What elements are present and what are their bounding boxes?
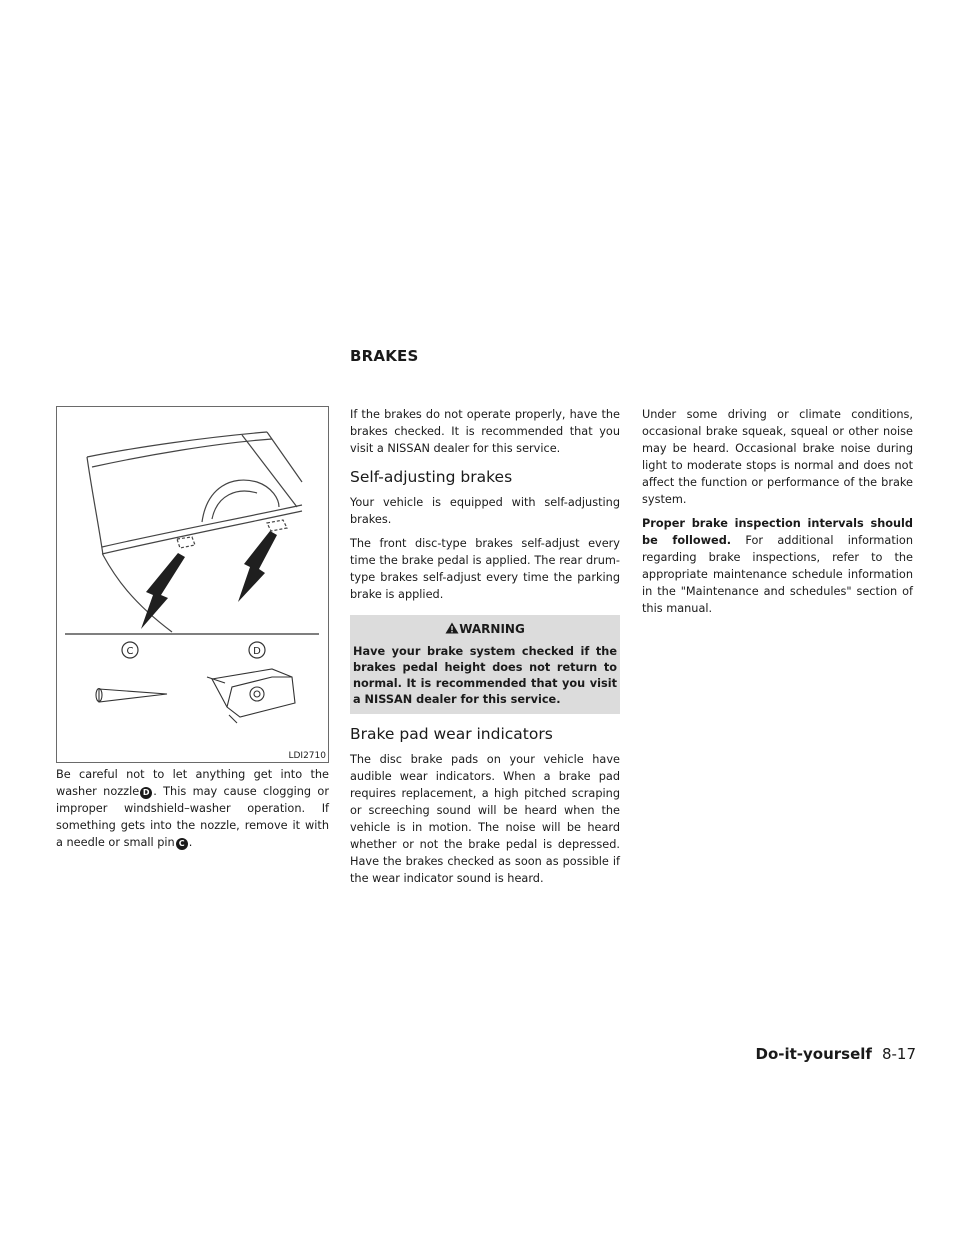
inspection-paragraph [642, 515, 913, 617]
ref-d-icon: D [140, 787, 152, 799]
figure-code: LDI2710 [288, 751, 326, 761]
para-text: . This may cause clogging or improper windshield–washer operation. If something gets into the nozzle, remove it with a needle or small pin [56, 785, 329, 849]
warning-header [353, 620, 617, 644]
self-adjust-p2: The front disc-type brakes self-adjust every time the brake pedal is applied. The rear drum-type brakes self-adjust every time the parking brake is applied. [350, 537, 620, 601]
warning-title: WARNING [459, 622, 525, 636]
warning-icon [445, 622, 459, 634]
washer-nozzle-figure [56, 406, 329, 763]
ref-c-icon: C [176, 838, 188, 850]
section-title: BRAKES [350, 347, 419, 365]
brakes-intro: If the brakes do not operate properly, have the brakes checked. It is recommended that you visit a NISSAN dealer for this service. [350, 408, 620, 455]
inspection-rest: For additional information regarding brake inspections, refer to the appropriate maintenance schedule information in the "Maintenance and schedules" section of this manual. [642, 534, 913, 615]
column-2 [350, 406, 620, 894]
page-number: 8-17 [881, 1045, 916, 1063]
para-text: . [188, 836, 193, 849]
label-c: C [126, 646, 134, 657]
inspection-bold: Proper brake inspection intervals should be followed. [642, 517, 913, 547]
para-text: Be careful not to let anything get into the washer nozzle [56, 768, 329, 798]
heading-self-adjusting: Self-adjusting brakes [350, 468, 513, 486]
washer-nozzle-illustration [57, 407, 328, 762]
brake-noise-paragraph: Under some driving or climate conditions, occasional brake squeak, squeal or other noise may be heard. Occasional brake noise during light to moderate stops is normal and does not affect the function or performance of the brake system. [642, 408, 913, 506]
page-footer [756, 1045, 917, 1063]
chapter-name: Do-it-yourself [755, 1045, 872, 1063]
column-3 [642, 406, 913, 624]
warning-box [350, 615, 620, 714]
self-adjust-p1: Your vehicle is equipped with self-adjusting brakes. [350, 496, 620, 526]
heading-brake-pad: Brake pad wear indicators [350, 725, 553, 743]
label-d: D [253, 646, 261, 657]
brake-pad-p1: The disc brake pads on your vehicle have audible wear indicators. When a brake pad requires replacement, a high pitched scraping or screeching sound will be heard when the vehicle is in motion. The noise will be heard whether or not the brake pedal is depressed. Have the brakes checked as soon as possible if the wear indicator sound is heard. [350, 753, 620, 885]
washer-nozzle-paragraph [56, 766, 329, 851]
warning-text: Have your brake system checked if the brakes pedal height does not return to normal. It is recommended that you visit a NISSAN dealer for this service. [353, 645, 617, 706]
